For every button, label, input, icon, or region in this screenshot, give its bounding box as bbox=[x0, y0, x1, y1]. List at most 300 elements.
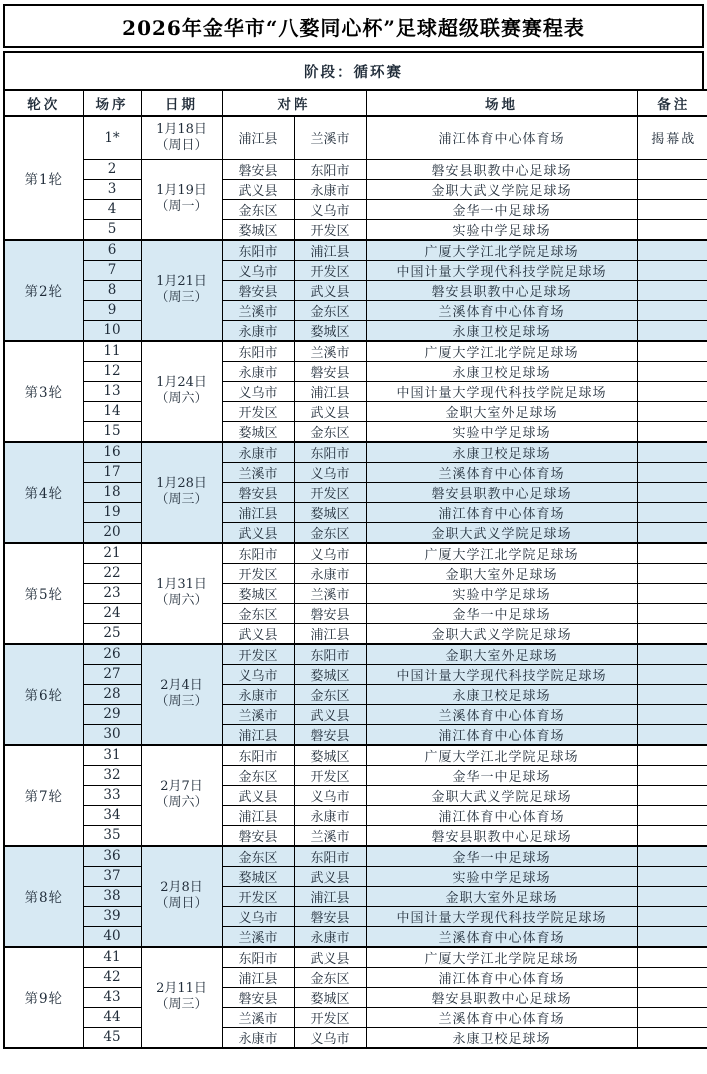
remark-cell bbox=[637, 199, 707, 219]
date-cell bbox=[141, 947, 222, 1048]
weekday-text: （周日） bbox=[155, 896, 208, 911]
match-no-cell: 19 bbox=[83, 502, 141, 522]
match-no-cell: 38 bbox=[83, 886, 141, 906]
match-row bbox=[4, 825, 707, 846]
remark-cell bbox=[637, 765, 707, 785]
match-row bbox=[4, 116, 707, 159]
remark-cell bbox=[637, 926, 707, 947]
weekday-text: （周六） bbox=[155, 795, 208, 810]
remark-cell bbox=[637, 320, 707, 341]
match-row bbox=[4, 219, 707, 240]
remark-cell bbox=[637, 583, 707, 603]
date-text: 2月4日 bbox=[160, 677, 203, 693]
away-team-cell: 磐安县 bbox=[294, 724, 366, 745]
home-team-cell: 武义县 bbox=[222, 623, 294, 644]
home-team-cell: 婺城区 bbox=[222, 583, 294, 603]
date-text: 1月24日 bbox=[156, 374, 207, 390]
match-row bbox=[4, 1007, 707, 1027]
match-row bbox=[4, 240, 707, 261]
remark-cell bbox=[637, 522, 707, 543]
venue-cell: 浦江体育中心体育场 bbox=[366, 805, 637, 825]
match-row bbox=[4, 623, 707, 644]
schedule-table-body bbox=[4, 116, 707, 1048]
remark-cell bbox=[637, 341, 707, 362]
venue-cell: 磐安县职教中心足球场 bbox=[366, 987, 637, 1007]
match-no-cell: 26 bbox=[83, 644, 141, 665]
venue-cell: 中国计量大学现代科技学院足球场 bbox=[366, 260, 637, 280]
match-row bbox=[4, 664, 707, 684]
remark-cell bbox=[637, 846, 707, 867]
remark-cell bbox=[637, 664, 707, 684]
home-team-cell: 武义县 bbox=[222, 179, 294, 199]
home-team-cell: 武义县 bbox=[222, 785, 294, 805]
venue-cell: 金职大室外足球场 bbox=[366, 401, 637, 421]
weekday-text: （周三） bbox=[155, 694, 208, 709]
match-no-cell: 29 bbox=[83, 704, 141, 724]
remark-cell bbox=[637, 563, 707, 583]
match-no-cell: 2 bbox=[83, 159, 141, 179]
home-team-cell: 开发区 bbox=[222, 563, 294, 583]
date-cell bbox=[141, 442, 222, 543]
match-no-cell: 45 bbox=[83, 1027, 141, 1048]
home-team-cell: 开发区 bbox=[222, 886, 294, 906]
remark-cell bbox=[637, 603, 707, 623]
home-team-cell: 东阳市 bbox=[222, 240, 294, 261]
venue-cell: 兰溪体育中心体育场 bbox=[366, 926, 637, 947]
home-team-cell: 兰溪市 bbox=[222, 926, 294, 947]
match-no-cell: 36 bbox=[83, 846, 141, 867]
match-row bbox=[4, 846, 707, 867]
match-no-cell: 22 bbox=[83, 563, 141, 583]
remark-cell bbox=[637, 381, 707, 401]
match-no-cell: 23 bbox=[83, 583, 141, 603]
home-team-cell: 义乌市 bbox=[222, 664, 294, 684]
remark-cell bbox=[637, 219, 707, 240]
date-cell bbox=[141, 543, 222, 644]
weekday-text: （周三） bbox=[155, 290, 208, 305]
match-row bbox=[4, 684, 707, 704]
match-no-cell: 42 bbox=[83, 967, 141, 987]
venue-cell: 金职大武义学院足球场 bbox=[366, 623, 637, 644]
match-row bbox=[4, 987, 707, 1007]
home-team-cell: 浦江县 bbox=[222, 805, 294, 825]
round-label-cell: 第3轮 bbox=[4, 341, 83, 442]
stage-label: 阶段：循环赛 bbox=[3, 51, 704, 89]
away-team-cell: 义乌市 bbox=[294, 1027, 366, 1048]
match-no-cell: 35 bbox=[83, 825, 141, 846]
away-team-cell: 义乌市 bbox=[294, 462, 366, 482]
away-team-cell: 金东区 bbox=[294, 421, 366, 442]
venue-cell: 金职大室外足球场 bbox=[366, 644, 637, 665]
column-header-round: 轮次 bbox=[4, 90, 83, 116]
away-team-cell: 磐安县 bbox=[294, 603, 366, 623]
venue-cell: 中国计量大学现代科技学院足球场 bbox=[366, 381, 637, 401]
match-no-cell: 6 bbox=[83, 240, 141, 261]
away-team-cell: 婺城区 bbox=[294, 664, 366, 684]
match-no-cell: 14 bbox=[83, 401, 141, 421]
match-row bbox=[4, 522, 707, 543]
home-team-cell: 浦江县 bbox=[222, 116, 294, 159]
away-team-cell: 武义县 bbox=[294, 866, 366, 886]
home-team-cell: 永康市 bbox=[222, 442, 294, 463]
match-no-cell: 31 bbox=[83, 745, 141, 766]
away-team-cell: 金东区 bbox=[294, 300, 366, 320]
match-row bbox=[4, 361, 707, 381]
match-row bbox=[4, 320, 707, 341]
home-team-cell: 浦江县 bbox=[222, 502, 294, 522]
away-team-cell: 金东区 bbox=[294, 967, 366, 987]
venue-cell: 金华一中足球场 bbox=[366, 603, 637, 623]
away-team-cell: 婺城区 bbox=[294, 987, 366, 1007]
away-team-cell: 浦江县 bbox=[294, 240, 366, 261]
remark-cell bbox=[637, 280, 707, 300]
match-row bbox=[4, 603, 707, 623]
match-no-cell: 15 bbox=[83, 421, 141, 442]
match-no-cell: 7 bbox=[83, 260, 141, 280]
remark-cell bbox=[637, 159, 707, 179]
match-row bbox=[4, 947, 707, 968]
match-row bbox=[4, 1027, 707, 1048]
home-team-cell: 永康市 bbox=[222, 684, 294, 704]
venue-cell: 广厦大学江北学院足球场 bbox=[366, 341, 637, 362]
weekday-text: （周日） bbox=[155, 137, 208, 153]
round-label-cell: 第8轮 bbox=[4, 846, 83, 947]
date-cell bbox=[141, 116, 222, 159]
venue-cell: 金华一中足球场 bbox=[366, 846, 637, 867]
match-row bbox=[4, 805, 707, 825]
away-team-cell: 永康市 bbox=[294, 926, 366, 947]
column-header-remark: 备注 bbox=[637, 90, 707, 116]
venue-cell: 磐安县职教中心足球场 bbox=[366, 825, 637, 846]
date-text: 2月8日 bbox=[160, 879, 203, 895]
venue-cell: 浦江体育中心体育场 bbox=[366, 967, 637, 987]
date-cell bbox=[141, 644, 222, 745]
date-text: 1月18日 bbox=[156, 121, 207, 137]
header-row bbox=[4, 90, 707, 116]
away-team-cell: 义乌市 bbox=[294, 543, 366, 564]
round-label-cell: 第9轮 bbox=[4, 947, 83, 1048]
home-team-cell: 金东区 bbox=[222, 199, 294, 219]
round-label-cell: 第4轮 bbox=[4, 442, 83, 543]
round-label-cell: 第5轮 bbox=[4, 543, 83, 644]
match-no-cell: 27 bbox=[83, 664, 141, 684]
venue-cell: 兰溪体育中心体育场 bbox=[366, 462, 637, 482]
match-no-cell: 39 bbox=[83, 906, 141, 926]
home-team-cell: 金东区 bbox=[222, 765, 294, 785]
page-title: 2026年金华市“八婺同心杯”足球超级联赛赛程表 bbox=[3, 4, 704, 48]
venue-cell: 金职大武义学院足球场 bbox=[366, 785, 637, 805]
date-text: 1月28日 bbox=[156, 475, 207, 491]
match-row bbox=[4, 159, 707, 179]
weekday-text: （周六） bbox=[155, 391, 208, 406]
match-no-cell: 37 bbox=[83, 866, 141, 886]
match-row bbox=[4, 866, 707, 886]
match-no-cell: 18 bbox=[83, 482, 141, 502]
remark-cell bbox=[637, 704, 707, 724]
away-team-cell: 婺城区 bbox=[294, 502, 366, 522]
date-cell bbox=[141, 745, 222, 846]
match-no-cell: 41 bbox=[83, 947, 141, 968]
remark-cell bbox=[637, 987, 707, 1007]
home-team-cell: 开发区 bbox=[222, 401, 294, 421]
match-row bbox=[4, 179, 707, 199]
home-team-cell: 开发区 bbox=[222, 644, 294, 665]
match-no-cell: 12 bbox=[83, 361, 141, 381]
venue-cell: 永康卫校足球场 bbox=[366, 361, 637, 381]
venue-cell: 永康卫校足球场 bbox=[366, 684, 637, 704]
venue-cell: 实验中学足球场 bbox=[366, 866, 637, 886]
home-team-cell: 东阳市 bbox=[222, 947, 294, 968]
away-team-cell: 开发区 bbox=[294, 1007, 366, 1027]
round-label-cell: 第7轮 bbox=[4, 745, 83, 846]
away-team-cell: 东阳市 bbox=[294, 442, 366, 463]
match-no-cell: 32 bbox=[83, 765, 141, 785]
venue-cell: 实验中学足球场 bbox=[366, 421, 637, 442]
match-no-cell: 9 bbox=[83, 300, 141, 320]
home-team-cell: 磐安县 bbox=[222, 159, 294, 179]
home-team-cell: 婺城区 bbox=[222, 421, 294, 442]
match-no-cell: 34 bbox=[83, 805, 141, 825]
away-team-cell: 武义县 bbox=[294, 947, 366, 968]
remark-cell bbox=[637, 745, 707, 766]
home-team-cell: 义乌市 bbox=[222, 381, 294, 401]
remark-cell: 揭幕战 bbox=[637, 116, 707, 159]
away-team-cell: 开发区 bbox=[294, 219, 366, 240]
remark-cell bbox=[637, 805, 707, 825]
match-no-cell: 43 bbox=[83, 987, 141, 1007]
match-row bbox=[4, 724, 707, 745]
match-no-cell: 30 bbox=[83, 724, 141, 745]
away-team-cell: 东阳市 bbox=[294, 159, 366, 179]
match-row bbox=[4, 421, 707, 442]
match-row bbox=[4, 765, 707, 785]
match-no-cell: 3 bbox=[83, 179, 141, 199]
away-team-cell: 浦江县 bbox=[294, 623, 366, 644]
match-no-cell: 13 bbox=[83, 381, 141, 401]
match-row bbox=[4, 926, 707, 947]
match-row bbox=[4, 199, 707, 219]
away-team-cell: 浦江县 bbox=[294, 886, 366, 906]
match-no-cell: 8 bbox=[83, 280, 141, 300]
match-no-cell: 1* bbox=[83, 116, 141, 159]
away-team-cell: 义乌市 bbox=[294, 785, 366, 805]
date-text: 1月31日 bbox=[156, 576, 207, 592]
home-team-cell: 义乌市 bbox=[222, 906, 294, 926]
match-row bbox=[4, 785, 707, 805]
match-row bbox=[4, 482, 707, 502]
remark-cell bbox=[637, 1027, 707, 1048]
match-no-cell: 11 bbox=[83, 341, 141, 362]
remark-cell bbox=[637, 361, 707, 381]
home-team-cell: 浦江县 bbox=[222, 967, 294, 987]
date-text: 1月19日 bbox=[156, 182, 207, 198]
schedule-table bbox=[3, 89, 707, 1049]
away-team-cell: 婺城区 bbox=[294, 745, 366, 766]
home-team-cell: 兰溪市 bbox=[222, 462, 294, 482]
venue-cell: 中国计量大学现代科技学院足球场 bbox=[366, 664, 637, 684]
remark-cell bbox=[637, 825, 707, 846]
home-team-cell: 兰溪市 bbox=[222, 1007, 294, 1027]
away-team-cell: 开发区 bbox=[294, 765, 366, 785]
remark-cell bbox=[637, 1007, 707, 1027]
round-label-cell: 第2轮 bbox=[4, 240, 83, 341]
remark-cell bbox=[637, 684, 707, 704]
round-label-cell: 第6轮 bbox=[4, 644, 83, 745]
away-team-cell: 兰溪市 bbox=[294, 583, 366, 603]
away-team-cell: 兰溪市 bbox=[294, 116, 366, 159]
away-team-cell: 浦江县 bbox=[294, 381, 366, 401]
remark-cell bbox=[637, 785, 707, 805]
venue-cell: 磐安县职教中心足球场 bbox=[366, 280, 637, 300]
match-no-cell: 20 bbox=[83, 522, 141, 543]
remark-cell bbox=[637, 240, 707, 261]
match-row bbox=[4, 260, 707, 280]
remark-cell bbox=[637, 401, 707, 421]
match-row bbox=[4, 583, 707, 603]
venue-cell: 金华一中足球场 bbox=[366, 199, 637, 219]
home-team-cell: 婺城区 bbox=[222, 866, 294, 886]
match-row bbox=[4, 644, 707, 665]
home-team-cell: 永康市 bbox=[222, 320, 294, 341]
remark-cell bbox=[637, 300, 707, 320]
remark-cell bbox=[637, 644, 707, 665]
match-no-cell: 25 bbox=[83, 623, 141, 644]
remark-cell bbox=[637, 623, 707, 644]
match-row bbox=[4, 745, 707, 766]
match-no-cell: 44 bbox=[83, 1007, 141, 1027]
venue-cell: 实验中学足球场 bbox=[366, 219, 637, 240]
match-row bbox=[4, 462, 707, 482]
weekday-text: （周三） bbox=[155, 997, 208, 1012]
home-team-cell: 义乌市 bbox=[222, 260, 294, 280]
match-no-cell: 21 bbox=[83, 543, 141, 564]
column-header-date: 日期 bbox=[141, 90, 222, 116]
weekday-text: （周六） bbox=[155, 593, 208, 608]
remark-cell bbox=[637, 502, 707, 522]
match-row bbox=[4, 704, 707, 724]
column-header-venue: 场地 bbox=[366, 90, 637, 116]
round-label-cell: 第1轮 bbox=[4, 116, 83, 240]
venue-cell: 实验中学足球场 bbox=[366, 583, 637, 603]
home-team-cell: 永康市 bbox=[222, 361, 294, 381]
match-row bbox=[4, 381, 707, 401]
match-row bbox=[4, 401, 707, 421]
remark-cell bbox=[637, 442, 707, 463]
away-team-cell: 开发区 bbox=[294, 260, 366, 280]
remark-cell bbox=[637, 947, 707, 968]
match-no-cell: 17 bbox=[83, 462, 141, 482]
away-team-cell: 开发区 bbox=[294, 482, 366, 502]
match-row bbox=[4, 280, 707, 300]
date-cell bbox=[141, 240, 222, 341]
home-team-cell: 磐安县 bbox=[222, 280, 294, 300]
away-team-cell: 武义县 bbox=[294, 280, 366, 300]
away-team-cell: 武义县 bbox=[294, 401, 366, 421]
venue-cell: 金职大武义学院足球场 bbox=[366, 522, 637, 543]
match-no-cell: 5 bbox=[83, 219, 141, 240]
match-row bbox=[4, 967, 707, 987]
venue-cell: 永康卫校足球场 bbox=[366, 320, 637, 341]
home-team-cell: 磐安县 bbox=[222, 825, 294, 846]
home-team-cell: 浦江县 bbox=[222, 724, 294, 745]
away-team-cell: 东阳市 bbox=[294, 644, 366, 665]
match-row bbox=[4, 906, 707, 926]
match-row bbox=[4, 563, 707, 583]
home-team-cell: 东阳市 bbox=[222, 543, 294, 564]
match-no-cell: 28 bbox=[83, 684, 141, 704]
away-team-cell: 磐安县 bbox=[294, 906, 366, 926]
remark-cell bbox=[637, 906, 707, 926]
away-team-cell: 永康市 bbox=[294, 563, 366, 583]
remark-cell bbox=[637, 967, 707, 987]
venue-cell: 兰溪体育中心体育场 bbox=[366, 704, 637, 724]
venue-cell: 磐安县职教中心足球场 bbox=[366, 159, 637, 179]
venue-cell: 兰溪体育中心体育场 bbox=[366, 300, 637, 320]
match-no-cell: 33 bbox=[83, 785, 141, 805]
away-team-cell: 东阳市 bbox=[294, 846, 366, 867]
remark-cell bbox=[637, 866, 707, 886]
home-team-cell: 婺城区 bbox=[222, 219, 294, 240]
home-team-cell: 磐安县 bbox=[222, 482, 294, 502]
remark-cell bbox=[637, 886, 707, 906]
home-team-cell: 兰溪市 bbox=[222, 300, 294, 320]
home-team-cell: 金东区 bbox=[222, 603, 294, 623]
venue-cell: 金职大室外足球场 bbox=[366, 886, 637, 906]
date-text: 2月11日 bbox=[156, 980, 207, 996]
date-cell bbox=[141, 341, 222, 442]
date-cell bbox=[141, 846, 222, 947]
venue-cell: 浦江体育中心体育场 bbox=[366, 502, 637, 522]
venue-cell: 广厦大学江北学院足球场 bbox=[366, 745, 637, 766]
venue-cell: 广厦大学江北学院足球场 bbox=[366, 947, 637, 968]
remark-cell bbox=[637, 260, 707, 280]
home-team-cell: 兰溪市 bbox=[222, 704, 294, 724]
home-team-cell: 东阳市 bbox=[222, 341, 294, 362]
away-team-cell: 金东区 bbox=[294, 684, 366, 704]
away-team-cell: 永康市 bbox=[294, 805, 366, 825]
remark-cell bbox=[637, 543, 707, 564]
match-row bbox=[4, 886, 707, 906]
match-no-cell: 16 bbox=[83, 442, 141, 463]
home-team-cell: 武义县 bbox=[222, 522, 294, 543]
schedule-table-header bbox=[4, 90, 707, 116]
date-text: 2月7日 bbox=[160, 778, 203, 794]
date-cell bbox=[141, 159, 222, 240]
match-row bbox=[4, 442, 707, 463]
venue-cell: 金职大武义学院足球场 bbox=[366, 179, 637, 199]
match-no-cell: 4 bbox=[83, 199, 141, 219]
match-no-cell: 10 bbox=[83, 320, 141, 341]
match-no-cell: 24 bbox=[83, 603, 141, 623]
remark-cell bbox=[637, 179, 707, 199]
match-row bbox=[4, 502, 707, 522]
away-team-cell: 磐安县 bbox=[294, 361, 366, 381]
weekday-text: （周三） bbox=[155, 492, 208, 507]
column-header-match-no: 场序 bbox=[83, 90, 141, 116]
column-header-fixture: 对阵 bbox=[222, 90, 366, 116]
match-row bbox=[4, 300, 707, 320]
date-text: 1月21日 bbox=[156, 273, 207, 289]
venue-cell: 浦江体育中心体育场 bbox=[366, 724, 637, 745]
venue-cell: 中国计量大学现代科技学院足球场 bbox=[366, 906, 637, 926]
home-team-cell: 磐安县 bbox=[222, 987, 294, 1007]
away-team-cell: 兰溪市 bbox=[294, 825, 366, 846]
venue-cell: 兰溪体育中心体育场 bbox=[366, 1007, 637, 1027]
remark-cell bbox=[637, 462, 707, 482]
weekday-text: （周一） bbox=[155, 199, 208, 214]
away-team-cell: 永康市 bbox=[294, 179, 366, 199]
venue-cell: 浦江体育中心体育场 bbox=[366, 116, 637, 159]
